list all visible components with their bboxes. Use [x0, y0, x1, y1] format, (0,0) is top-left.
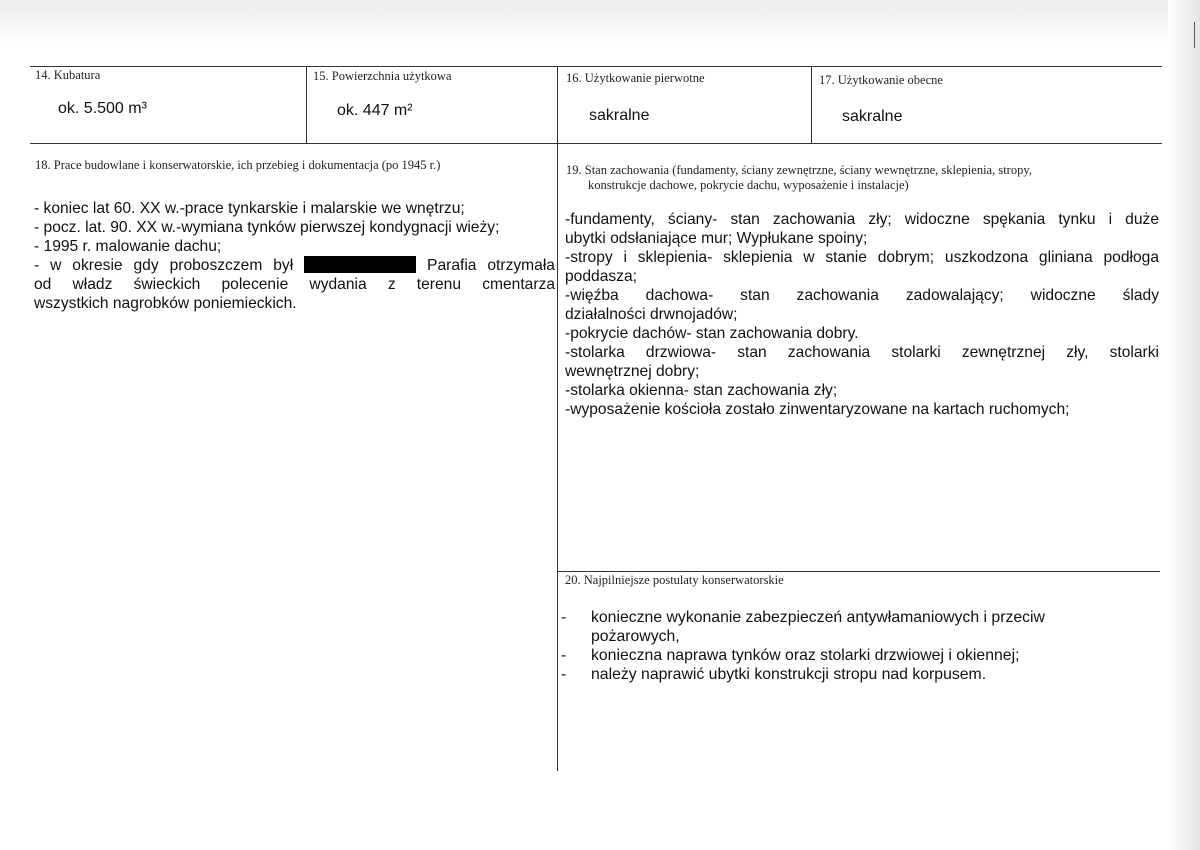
list-item-text: konieczne wykonanie zabezpieczeń antywłamaniowych i przeciw — [591, 609, 1045, 626]
field-19-line-7: -pokrycie dachów- stan zachowania dobry. — [565, 325, 859, 342]
field-19-line-2: ubytki odsłaniające mur; Wypłukane spoiny; — [565, 230, 868, 247]
field-15-value: ok. 447 m² — [337, 102, 413, 119]
field-14-value: ok. 5.500 m³ — [58, 100, 147, 117]
field-18-line-1: - koniec lat 60. XX w.-prace tynkarskie i malarskie we wnętrzu; — [34, 200, 465, 217]
field-19-text — [565, 210, 1159, 419]
field-19-line-8: -stolarka drzwiowa- stan zachowania stolarki zewnętrznej zły, stolarki — [565, 344, 1159, 361]
field-19-line-1: -fundamenty, ściany- stan zachowania zły; widoczne spękania tynku i duże — [565, 211, 1159, 228]
field-18-text — [34, 199, 555, 313]
field-18-line-2: - pocz. lat. 90. XX w.-wymiana tynków pierwszej kondygnacji wieży; — [34, 219, 500, 236]
divider-15-16 — [557, 66, 558, 771]
field-18-line-4 — [34, 256, 555, 275]
field-19-label-2: konstrukcje dachowe, pokrycie dachu, wyposażenie i instalacje) — [588, 178, 909, 192]
field-20-list — [561, 608, 1151, 684]
list-item — [561, 608, 1151, 646]
list-item-text-cont: pożarowych, — [591, 628, 680, 645]
field-19-line-5: -więźba dachowa- stan zachowania zadowalający; widoczne ślady — [565, 287, 1159, 304]
field-16-value: sakralne — [589, 107, 650, 124]
field-18-line-6: wszystkich nagrobków poniemieckich. — [34, 295, 297, 312]
field-19-line-3: -stropy i sklepienia- sklepienia w stanie dobrym; uszkodzona gliniana podłoga — [565, 249, 1159, 266]
redaction-bar — [304, 256, 416, 273]
field-17-label: 17. Użytkowanie obecne — [819, 73, 943, 87]
row1-top-border — [30, 66, 1162, 67]
field-19-line-9: wewnętrznej dobry; — [565, 363, 700, 380]
row1-bottom-border — [30, 143, 1162, 144]
divider-14-15 — [306, 66, 307, 143]
section-20-top-border — [557, 571, 1160, 572]
list-dash: - — [561, 666, 567, 683]
field-18-label: 18. Prace budowlane i konserwatorskie, ich przebieg i dokumentacja (po 1945 r.) — [35, 158, 441, 172]
field-19-line-11: -wyposażenie kościoła zostało zinwentaryzowane na kartach ruchomych; — [565, 401, 1070, 418]
field-18-line-3: - 1995 r. malowanie dachu; — [34, 238, 222, 255]
scan-shadow-right — [1168, 0, 1200, 850]
list-item — [561, 646, 1151, 665]
field-18-after-redaction: Parafia otrzymała — [427, 257, 555, 274]
scan-shadow-top — [0, 0, 1200, 46]
field-19-line-10: -stolarka okienna- stan zachowania zły; — [565, 382, 838, 399]
field-19-line-6: działalności drwnojadów; — [565, 306, 738, 323]
list-dash: - — [561, 647, 567, 664]
field-15-label: 15. Powierzchnia użytkowa — [313, 69, 452, 83]
field-18-before-redaction: - w okresie gdy proboszczem był — [34, 257, 294, 274]
field-18-line-5: od władz świeckich polecenie wydania z terenu cmentarza — [34, 276, 555, 293]
field-14-label: 14. Kubatura — [35, 68, 101, 82]
list-item — [561, 665, 1151, 684]
list-dash: - — [561, 609, 567, 626]
field-19-line-4: poddasza; — [565, 268, 637, 285]
field-19-label-1: 19. Stan zachowania (fundamenty, ściany zewnętrzne, ściany wewnętrzne, sklepienia, stropy, — [566, 163, 1032, 177]
list-item-text: należy naprawić ubytki konstrukcji stropu nad korpusem. — [591, 666, 987, 683]
field-17-value: sakralne — [842, 108, 903, 125]
divider-16-17 — [811, 66, 812, 143]
scan-mark — [1194, 22, 1195, 48]
list-item-text: konieczna naprawa tynków oraz stolarki drzwiowej i okiennej; — [591, 647, 1020, 664]
field-20-label: 20. Najpilniejsze postulaty konserwatorskie — [565, 573, 784, 587]
field-16-label: 16. Użytkowanie pierwotne — [566, 71, 705, 85]
